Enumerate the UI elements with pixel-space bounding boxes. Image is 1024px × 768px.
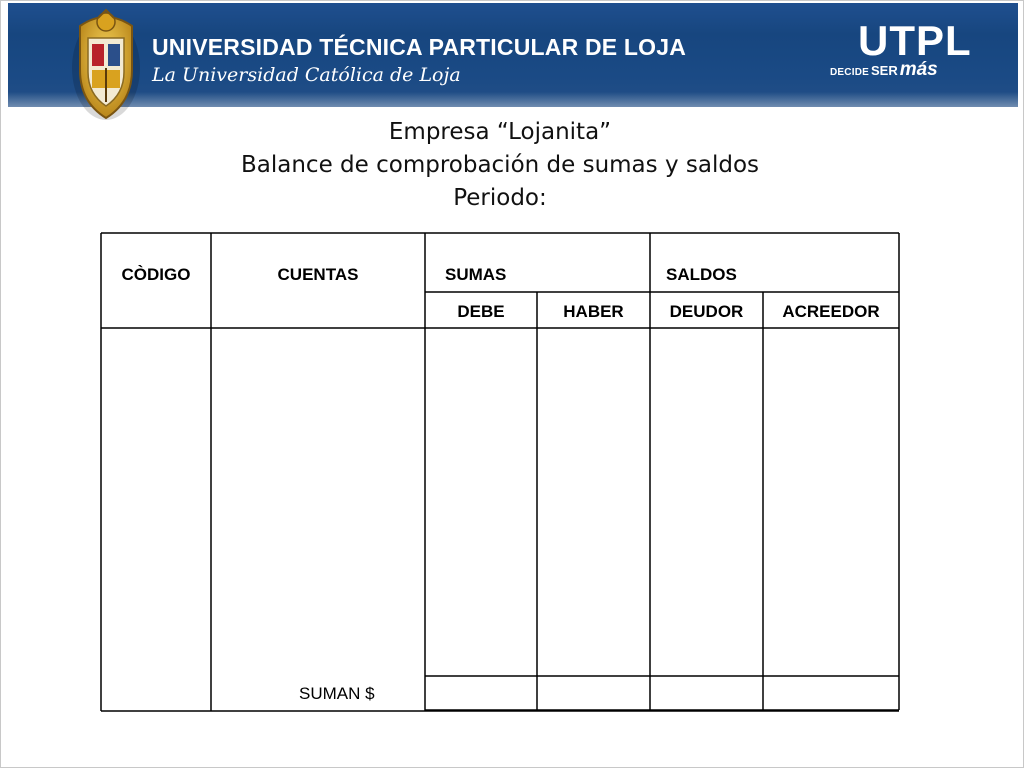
header-banner-fade [8,92,1018,107]
company-name: Empresa “Lojanita” [388,119,612,145]
document-title: Balance de comprobación de sumas y saldos [241,152,759,178]
document-heading [0,116,1000,215]
brand-tagline [830,59,938,81]
subheader-credit: HABER [563,302,624,321]
subheader-debtor: DEUDOR [669,302,744,321]
totals-label: SUMAN $ [299,684,375,703]
column-header-code: CÒDIGO [121,265,191,284]
brand-logo: UTPL [858,17,972,64]
university-crest-icon [70,6,142,124]
university-name: UNIVERSIDAD TÉCNICA PARTICULAR DE LOJA [152,34,687,60]
column-header-sums: SUMAS [445,265,507,284]
university-subtitle: La Universidad Católica de Loja [152,64,461,86]
subheader-debit: DEBE [457,302,505,321]
tagline-decide: DECIDE [830,67,869,78]
period-label: Periodo: [453,185,547,211]
column-header-balances: SALDOS [666,265,737,284]
column-header-accounts: CUENTAS [277,265,359,284]
tagline-mas: más [899,59,938,80]
tagline-ser: SER [870,63,898,78]
trial-balance-table [100,232,900,711]
subheader-creditor: ACREEDOR [782,302,880,321]
